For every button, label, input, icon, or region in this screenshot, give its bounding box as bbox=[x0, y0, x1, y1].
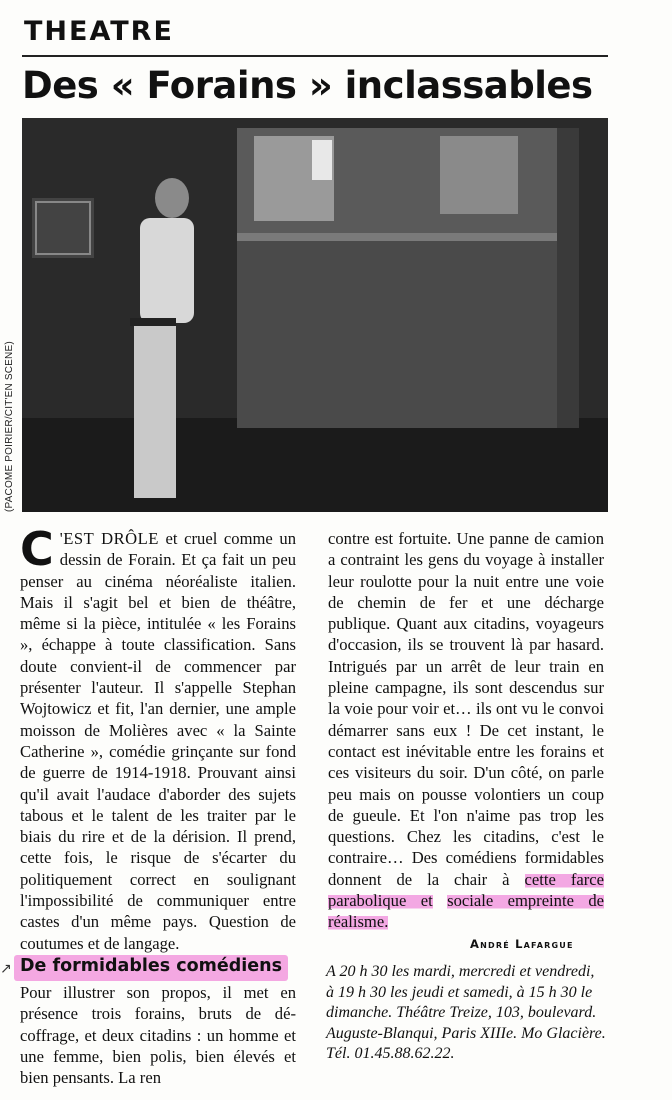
headline: Des « Forains » inclassables bbox=[22, 64, 593, 107]
section-rule bbox=[22, 55, 608, 57]
article-text-3: contre est fortuite. Une panne de camion a contraint les gens du voyage à installer leur roulotte pour la nuit entre une voie de chemin de fer et une décharge publique. Quant aux citadins, voyageurs d'occasion, ils se trouvent là par hasard. Intrigués par un arrêt de leur train en pleine campagne, ils sont descendus sur la voie pour voir et… ils ont vu le convoi démarrer sans eux ! De cet instant, le contact est inévitable entre les forains et ces visiteurs du soir. D'un côté, on parle peu mais on pousse volontiers un coup de gueule. Et l'on n'aime pas trop les questions. Chez les citadins, c'est le contraire… Des comédiens formidables donnent de la chair à bbox=[328, 529, 604, 889]
column-left-part2 bbox=[20, 982, 296, 1088]
drop-cap: C bbox=[20, 522, 54, 576]
subheading-text: De formidables comédiens bbox=[20, 956, 282, 976]
column-left-part1 bbox=[20, 522, 296, 954]
article-text-2: Pour illustrer son propos, il met en présence trois forains, bruts de décoffrage, et deux citadins : un homme et une femme, bien polis, bien élevés et bien pensants. La ren bbox=[20, 983, 296, 1088]
section-label: THEATRE bbox=[24, 16, 174, 47]
photo-credit: (PACOME POIRIER/CIT'EN SCENE) bbox=[4, 341, 15, 512]
highlighted-text-2: sociale empreinte de réalisme. bbox=[328, 891, 605, 932]
hand-drawn-arrow-icon: ↗ bbox=[0, 961, 12, 977]
lead-in: 'EST DRÔLE bbox=[59, 529, 159, 548]
highlighted-text-1: cette farce parabolique et bbox=[328, 869, 604, 911]
subheading bbox=[14, 955, 288, 981]
stage-photo bbox=[22, 118, 608, 512]
article-text-1: et cruel comme un dessin de Forain. Et ça fait un peu penser au cinéma néoréaliste italien. Mais il s'agit bel et bien de théâtre, même si la pièce, intitulée « les Forains », échappe à toute classification. Sans doute convient-il de commencer par présenter l'auteur. Il s'appelle Stephan Wojtowicz et fit, l'an dernier, une ample moisson de Molières avec « la Sainte Catherine », comédie grinçante sur fond de guerre de 1914-1918. Prouvant ainsi qu'il avait l'audace d'aborder des sujets tabous et le talent de les traiter par le biais du rire et de la dérision. Il prend, cette fois, le risque de s'écarter du politiquement correct en soulignant l'impossibilité de communiquer entre castes d'un même pays. Question de coutumes et de langage. bbox=[20, 529, 296, 953]
column-right bbox=[328, 528, 604, 933]
author-signature: André Lafargue bbox=[470, 937, 574, 951]
practical-info: A 20 h 30 les mardi, mercredi et vendredi, à 19 h 30 les jeudi et samedi, à 15 h 30 le dimanche. Théâtre Treize, 103, boulevard. Auguste-Blanqui, Paris XIIIe. Mo Glacière. Tél. 01.45.88.62.22. bbox=[326, 963, 606, 1062]
